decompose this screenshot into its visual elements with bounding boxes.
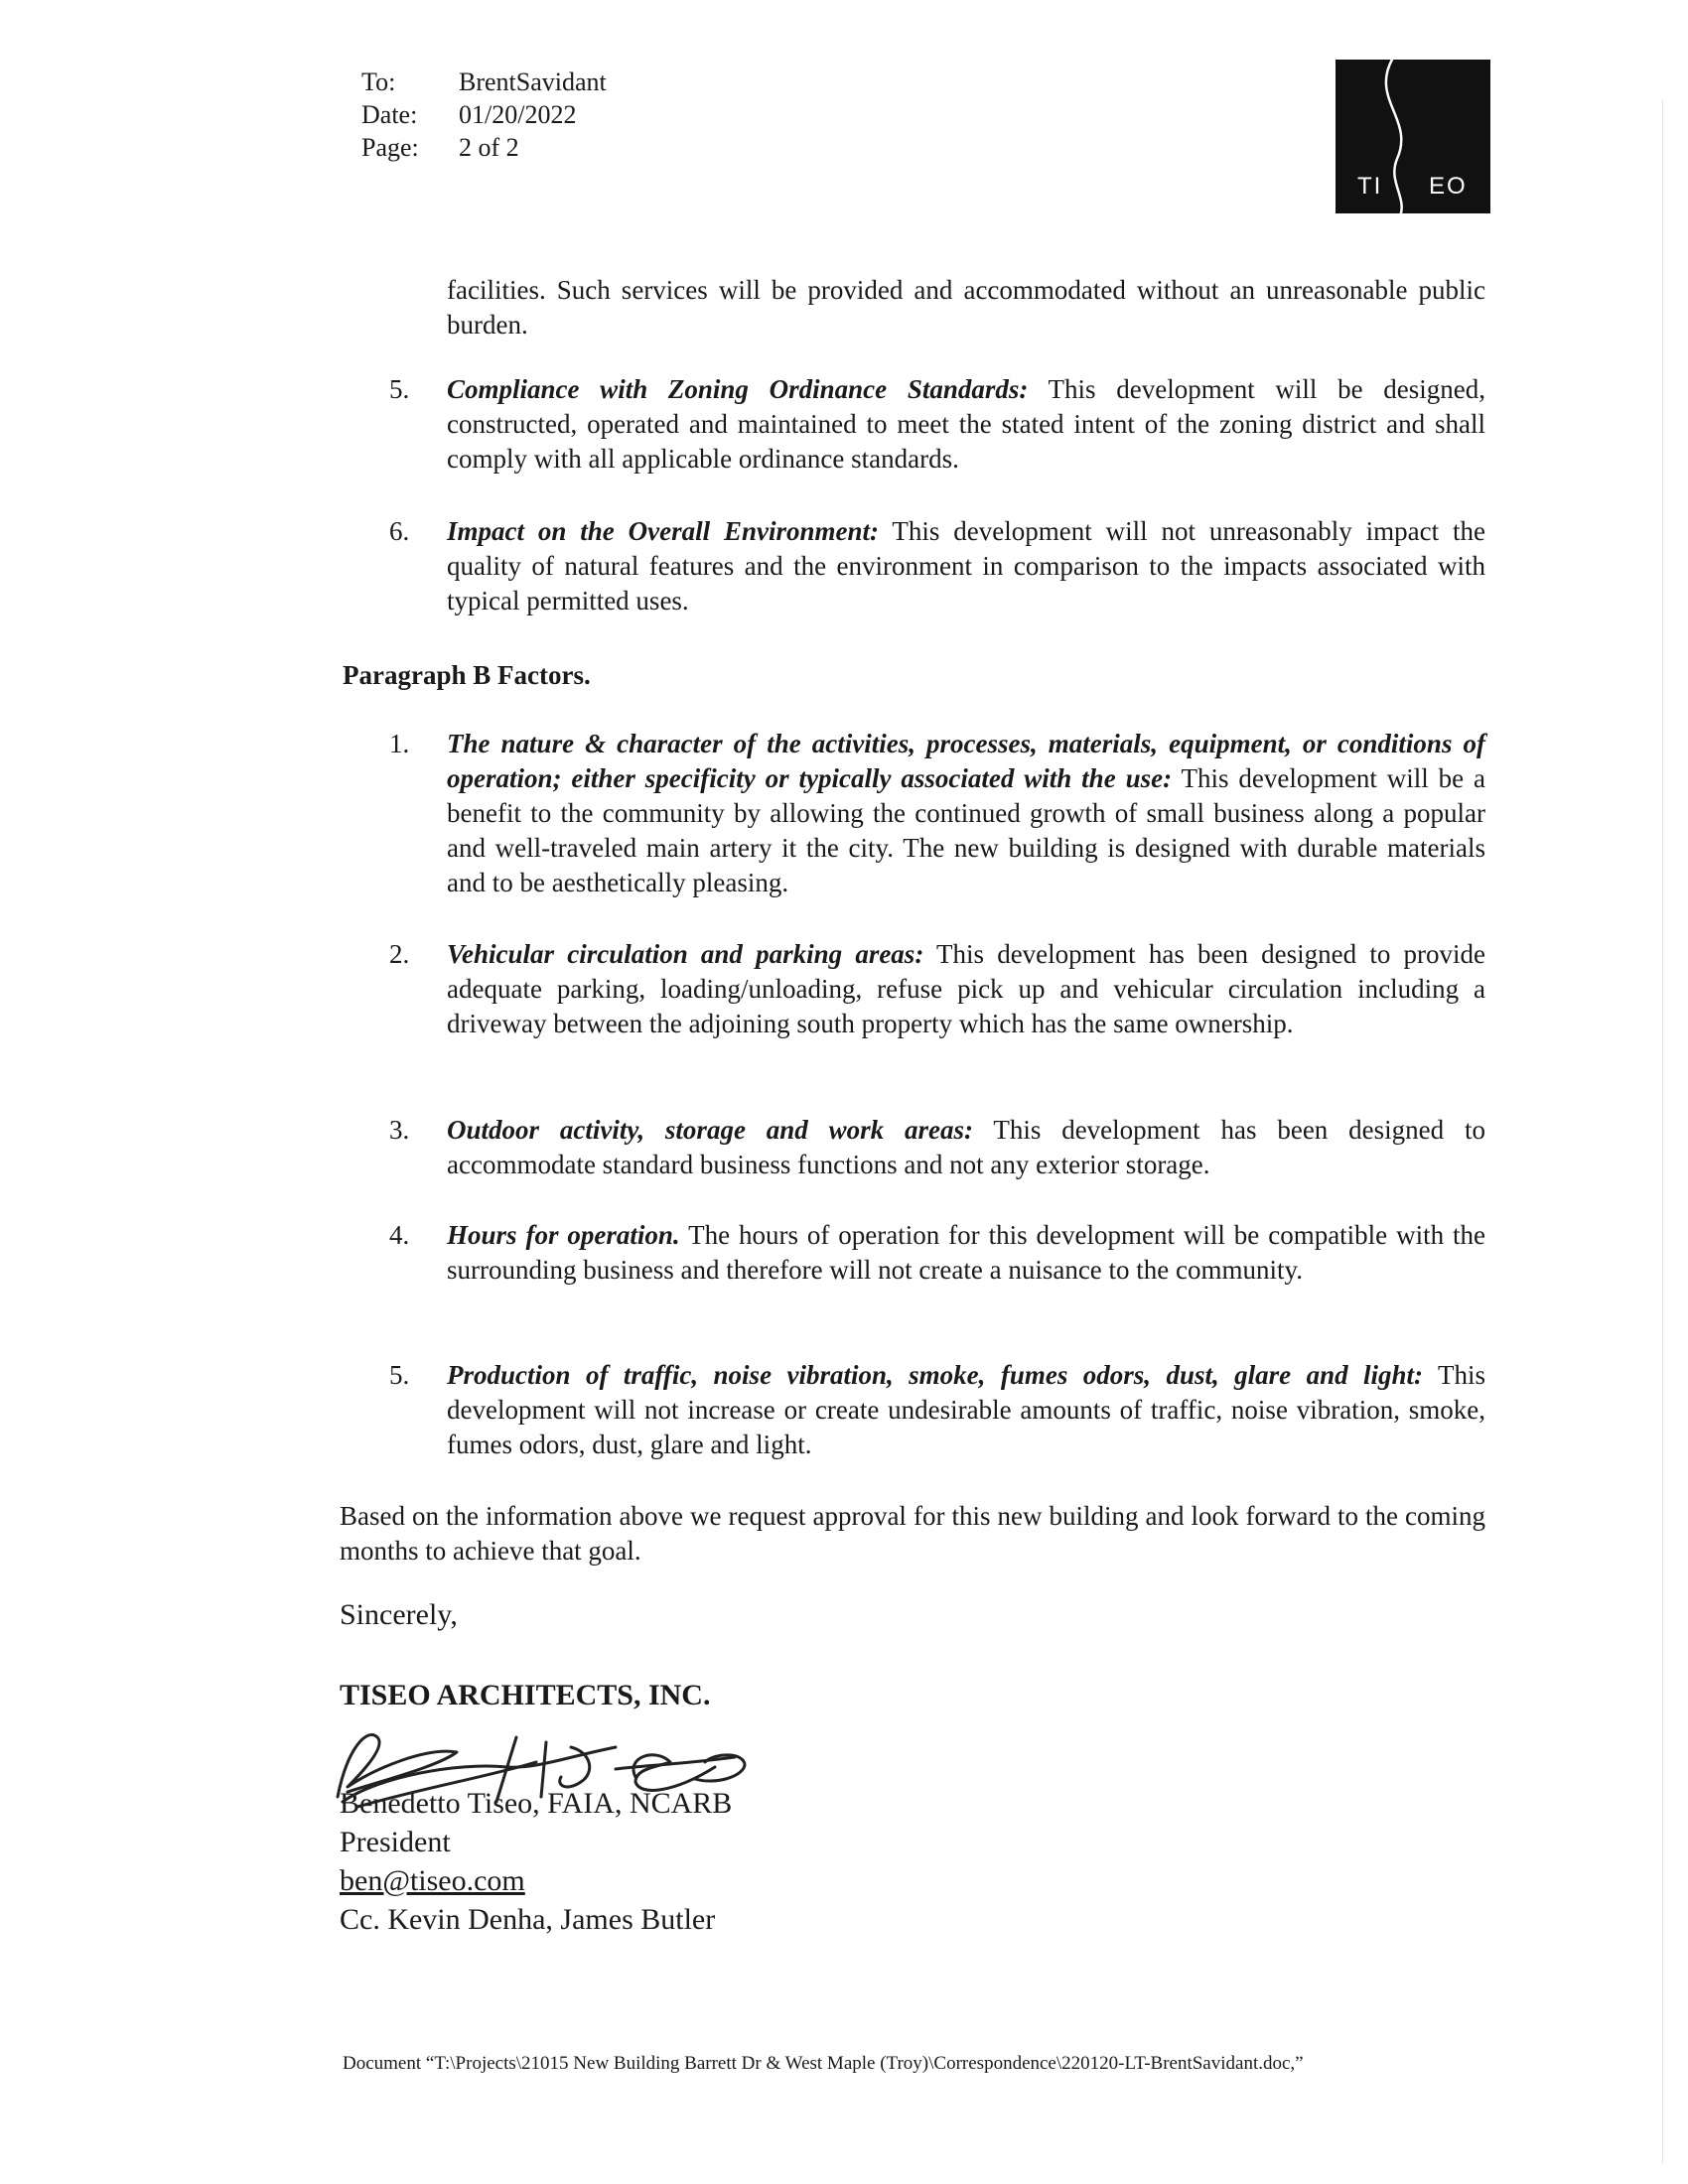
item-text bbox=[447, 372, 1485, 477]
handwritten-signature bbox=[318, 1707, 914, 1817]
page-label: Page: bbox=[361, 133, 419, 162]
salutation: Sincerely, bbox=[340, 1598, 458, 1631]
item-number: 6. bbox=[389, 516, 410, 546]
logo-left-letters: TI bbox=[1357, 173, 1383, 200]
scan-edge-line bbox=[1662, 99, 1663, 2164]
company-name: TISEO ARCHITECTS, INC. bbox=[340, 1679, 711, 1711]
logo-right-letters: EO bbox=[1429, 173, 1468, 200]
item-body: This development has been designed to provide adequate parking, loading/unloading, refuse pick up and vehicular circulation including a driveway between the adjoining south property which has the same ownership. bbox=[447, 939, 1485, 1038]
tiseo-logo bbox=[1336, 60, 1490, 213]
item-lead: Hours for operation. bbox=[447, 1220, 680, 1250]
item-number: 4. bbox=[389, 1220, 410, 1250]
item-number: 2. bbox=[389, 939, 410, 969]
cc-line: Cc. Kevin Denha, James Butler bbox=[340, 1903, 716, 1936]
list-item bbox=[389, 727, 1485, 900]
to-row bbox=[361, 66, 607, 98]
item-number: 5. bbox=[389, 374, 410, 404]
date-row bbox=[361, 98, 607, 131]
item-body: This development will be designed, constructed, operated and maintained to meet the stated intent of the zoning district and shall comply with all applicable ordinance standards. bbox=[447, 374, 1485, 474]
list-item bbox=[389, 514, 1485, 618]
item-body: The hours of operation for this development will be compatible with the surrounding business and therefore will not create a nuisance to the community. bbox=[447, 1220, 1485, 1285]
item-text bbox=[447, 1358, 1485, 1462]
list-item bbox=[389, 1358, 1485, 1462]
item-lead: Impact on the Overall Environment: bbox=[447, 516, 879, 546]
item-number: 1. bbox=[389, 729, 410, 758]
item-body: This development will not increase or create undesirable amounts of traffic, noise vibration, smoke, fumes odors, dust, glare and light. bbox=[447, 1360, 1486, 1459]
page-value: 2 of 2 bbox=[459, 133, 519, 162]
to-value: BrentSavidant bbox=[459, 68, 607, 96]
date-value: 01/20/2022 bbox=[459, 100, 577, 129]
document-path-footer: Document “T:\Projects\21015 New Building Barrett Dr & West Maple (Troy)\Correspondence\220120-LT-BrentSavidant.doc,” bbox=[343, 2053, 1304, 2074]
signer-name: Benedetto Tiseo, FAIA, NCARB bbox=[340, 1787, 733, 1820]
item-lead: Compliance with Zoning Ordinance Standards: bbox=[447, 374, 1029, 404]
signer-email[interactable]: ben@tiseo.com bbox=[340, 1864, 525, 1897]
list-item bbox=[389, 1113, 1485, 1182]
item-body: This development will be a benefit to the community by allowing the continued growth of small business along a popular and well-traveled main artery it the city. The new building is designed with durable materials and to be aesthetically pleasing. bbox=[447, 763, 1485, 897]
to-label: To: bbox=[361, 68, 396, 96]
section-heading: Paragraph B Factors. bbox=[343, 660, 591, 690]
signer-title: President bbox=[340, 1826, 451, 1858]
letter-header bbox=[361, 66, 607, 164]
item-text bbox=[447, 1218, 1485, 1288]
item-lead: The nature & character of the activities, processes, materials, equipment, or conditions of operation; either specificity or typically associated with the use: bbox=[447, 729, 1485, 793]
item-lead: Vehicular circulation and parking areas: bbox=[447, 939, 924, 969]
item-text bbox=[447, 937, 1485, 1041]
item-body: This development has been designed to accommodate standard business functions and not any exterior storage. bbox=[447, 1115, 1485, 1179]
item-text bbox=[447, 1113, 1485, 1182]
item-text bbox=[447, 727, 1485, 900]
item-number: 3. bbox=[389, 1115, 410, 1145]
continuation-paragraph: facilities. Such services will be provided and accommodated without an unreasonable public burden. bbox=[447, 275, 1485, 340]
list-item bbox=[389, 937, 1485, 1041]
item-number: 5. bbox=[389, 1360, 410, 1390]
list-item bbox=[389, 372, 1485, 477]
item-lead: Outdoor activity, storage and work areas: bbox=[447, 1115, 973, 1145]
page-row bbox=[361, 131, 607, 164]
item-text bbox=[447, 514, 1485, 618]
closing-paragraph: Based on the information above we request approval for this new building and look forward to the coming months to achieve that goal. bbox=[340, 1501, 1485, 1566]
date-label: Date: bbox=[361, 100, 418, 129]
item-lead: Production of traffic, noise vibration, smoke, fumes odors, dust, glare and light: bbox=[447, 1360, 1424, 1390]
item-body: This development will not unreasonably impact the quality of natural features and the environment in comparison to the impacts associated with typical permitted uses. bbox=[447, 516, 1485, 615]
list-item bbox=[389, 1218, 1485, 1288]
